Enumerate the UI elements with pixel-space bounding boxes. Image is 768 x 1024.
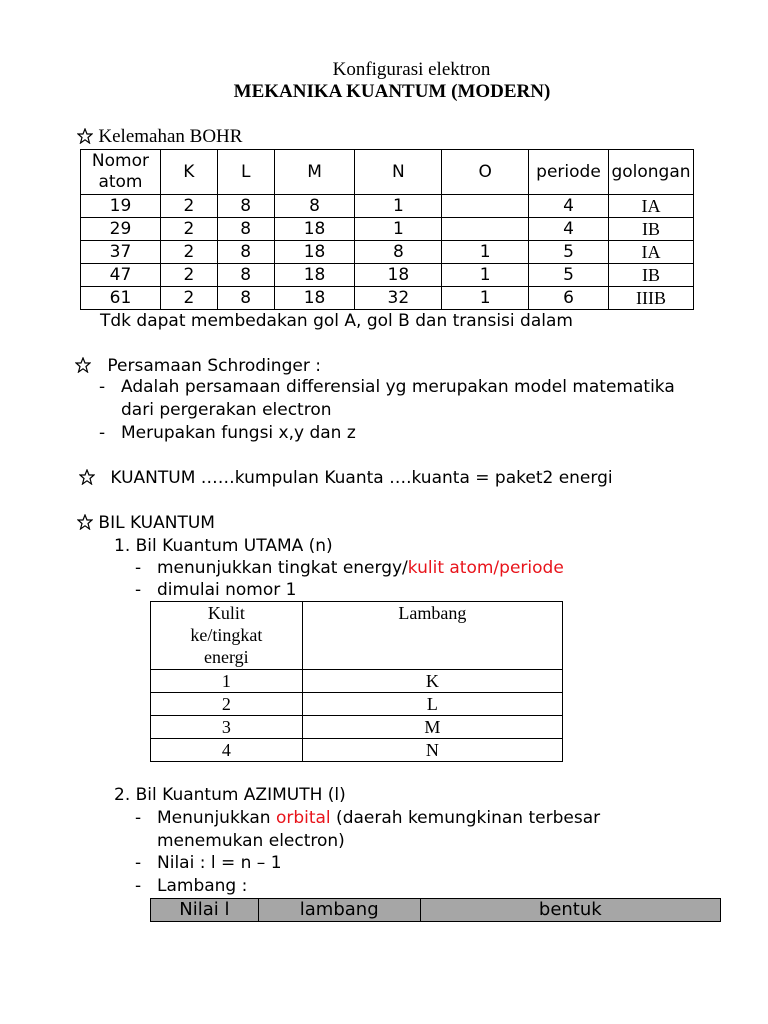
dash-bullet: - — [135, 808, 142, 828]
kuantum-row — [79, 468, 613, 488]
dash-bullet: - — [135, 876, 142, 896]
table-cell: 4 — [151, 739, 303, 762]
table-cell: IA — [608, 241, 693, 264]
table-row — [81, 241, 694, 264]
kulit-table-header — [151, 602, 563, 670]
header-cell: Lambang — [302, 602, 562, 670]
table-cell: 47 — [81, 264, 161, 287]
header-cell: lambang — [258, 899, 420, 922]
table-cell: 2 — [160, 264, 217, 287]
table-row — [81, 264, 694, 287]
table-cell: 2 — [160, 241, 217, 264]
star-bullet-icon — [79, 469, 95, 485]
table-cell: 2 — [151, 693, 303, 716]
table-cell — [442, 195, 529, 218]
table-cell: IA — [608, 195, 693, 218]
header-cell: Nomor atom — [81, 150, 161, 195]
header-cell: O — [442, 150, 529, 195]
dash-bullet: - — [135, 580, 142, 600]
table-row — [81, 287, 694, 310]
star-bullet-icon — [77, 514, 93, 530]
table-cell: 8 — [217, 264, 274, 287]
dash-bullet: - — [99, 377, 106, 397]
table-cell: 4 — [529, 218, 609, 241]
schrodinger-heading: Persamaan Schrodinger : — [107, 356, 321, 376]
table-cell: 8 — [217, 218, 274, 241]
table-cell: 1 — [151, 670, 303, 693]
table-cell: 8 — [217, 195, 274, 218]
table-cell: 8 — [274, 195, 355, 218]
table-cell: 1 — [442, 241, 529, 264]
table-cell: 3 — [151, 716, 303, 739]
header-cell: golongan — [608, 150, 693, 195]
table-cell: 2 — [160, 287, 217, 310]
kulit-table — [150, 601, 563, 762]
header-cell: K — [160, 150, 217, 195]
table-cell: 19 — [81, 195, 161, 218]
table-cell: 2 — [160, 218, 217, 241]
header-cell: N — [355, 150, 442, 195]
table-cell: 4 — [529, 195, 609, 218]
azimuth-item-1-suffix: (daerah kemungkinan terbesar — [330, 808, 601, 828]
title-line-1: Konfigurasi elektron — [332, 59, 491, 80]
table-row — [81, 218, 694, 241]
header-cell: L — [217, 150, 274, 195]
table-row — [81, 195, 694, 218]
azimuth-item-1-cont: menemukan electron) — [157, 831, 345, 851]
table-row — [151, 739, 563, 762]
bohr-heading-row — [77, 126, 242, 148]
table-cell: 1 — [442, 264, 529, 287]
table-cell: 18 — [355, 264, 442, 287]
bil-heading: BIL KUANTUM — [98, 513, 215, 533]
azimuth-table — [150, 898, 721, 922]
table-cell: L — [302, 693, 562, 716]
table-cell: 61 — [81, 287, 161, 310]
azimuth-item-1-text: Menunjukkan — [157, 808, 276, 828]
table-cell: 8 — [355, 241, 442, 264]
table-cell — [442, 218, 529, 241]
bohr-note: Tdk dapat membedakan gol A, gol B dan transisi dalam — [100, 311, 573, 331]
header-line: energi — [204, 647, 249, 667]
table-cell: 8 — [217, 241, 274, 264]
table-cell: 1 — [355, 218, 442, 241]
table-cell: 37 — [81, 241, 161, 264]
table-cell: 18 — [274, 264, 355, 287]
table-cell: 6 — [529, 287, 609, 310]
table-cell: 8 — [217, 287, 274, 310]
utama-item-2: dimulai nomor 1 — [157, 580, 297, 600]
table-cell: N — [302, 739, 562, 762]
azimuth-item-3: Lambang : — [157, 876, 248, 896]
table-cell: 32 — [355, 287, 442, 310]
table-cell: 1 — [442, 287, 529, 310]
table-cell: 29 — [81, 218, 161, 241]
schrodinger-heading-row — [75, 356, 321, 376]
table-cell: 18 — [274, 287, 355, 310]
schrodinger-item-2: Merupakan fungsi x,y dan z — [121, 423, 356, 443]
utama-title: 1. Bil Kuantum UTAMA (n) — [114, 536, 333, 556]
azimuth-table-header — [151, 899, 721, 922]
star-bullet-icon — [75, 357, 91, 373]
table-cell: K — [302, 670, 562, 693]
azimuth-item-1 — [157, 808, 600, 828]
table-cell: 1 — [355, 195, 442, 218]
star-bullet-icon — [77, 128, 93, 144]
utama-item-1-highlight: kulit atom/periode — [407, 558, 564, 578]
header-line: Kulit — [207, 603, 245, 623]
table-row — [151, 693, 563, 716]
header-line: ke/tingkat — [190, 625, 263, 645]
azimuth-item-2: Nilai : l = n – 1 — [157, 853, 282, 873]
bohr-table-header — [81, 150, 694, 195]
schrodinger-item-1: Adalah persamaan differensial yg merupakan model matematika — [121, 377, 675, 397]
azimuth-title: 2. Bil Kuantum AZIMUTH (l) — [114, 785, 346, 805]
table-cell: M — [302, 716, 562, 739]
azimuth-item-1-highlight: orbital — [275, 808, 331, 828]
header-cell: periode — [529, 150, 609, 195]
table-cell: 5 — [529, 241, 609, 264]
title-line-2: MEKANIKA KUANTUM (MODERN) — [233, 81, 551, 102]
dash-bullet: - — [135, 558, 142, 578]
table-cell: 18 — [274, 218, 355, 241]
kuantum-line: KUANTUM ……kumpulan Kuanta ….kuanta = paket2 energi — [110, 468, 613, 488]
header-cell: Nilai l — [151, 899, 259, 922]
bohr-table — [80, 149, 694, 310]
schrodinger-item-1-cont: dari pergerakan electron — [121, 400, 332, 420]
table-cell: IIIB — [608, 287, 693, 310]
utama-item-1 — [157, 558, 564, 578]
utama-item-1-text: menunjukkan tingkat energy/ — [157, 558, 408, 578]
table-cell: IB — [608, 264, 693, 287]
table-row — [151, 670, 563, 693]
table-cell: 2 — [160, 195, 217, 218]
header-cell: bentuk — [420, 899, 720, 922]
header-cell: M — [274, 150, 355, 195]
dash-bullet: - — [135, 853, 142, 873]
bohr-heading: Kelemahan BOHR — [98, 126, 243, 147]
table-row — [151, 716, 563, 739]
table-cell: IB — [608, 218, 693, 241]
bil-heading-row — [77, 513, 215, 533]
header-cell — [151, 602, 303, 670]
table-cell: 18 — [274, 241, 355, 264]
dash-bullet: - — [99, 423, 106, 443]
table-cell: 5 — [529, 264, 609, 287]
